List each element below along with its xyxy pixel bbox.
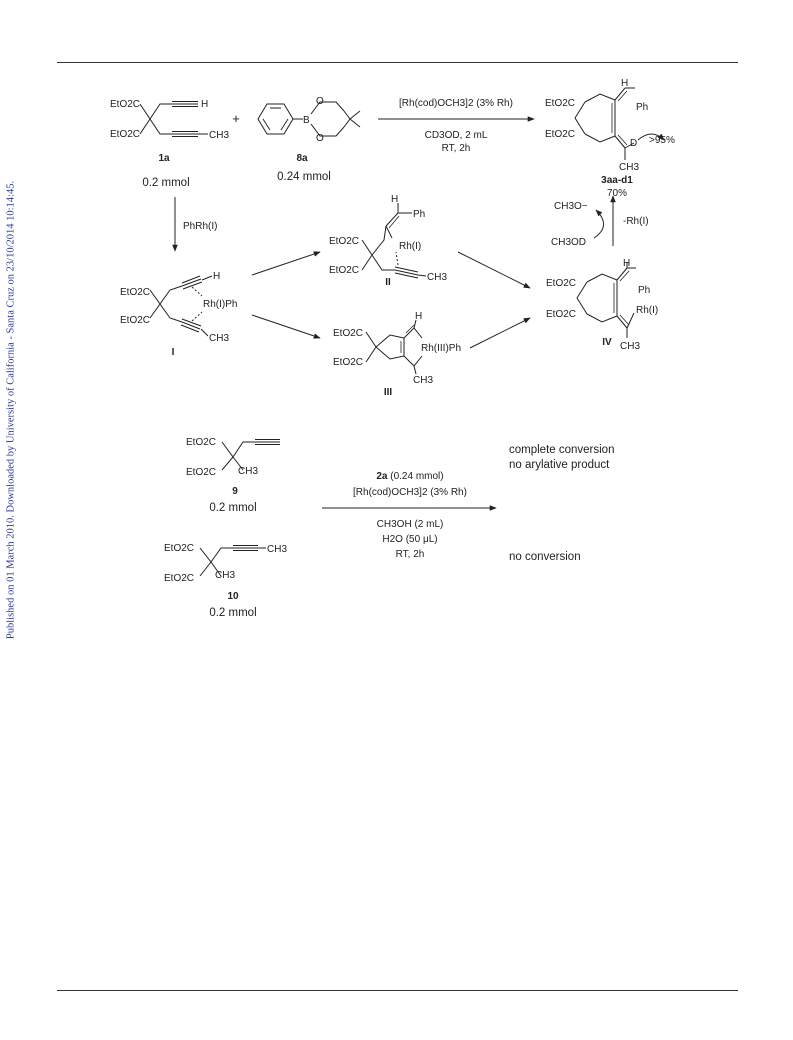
bottom-condition-water: H2O (50 μL) [382, 534, 438, 545]
9-ester-top: EtO2C [186, 437, 217, 448]
scheme-labels [110, 78, 675, 619]
boron-atom: B [303, 115, 310, 126]
I-rh-ph: Rh(I)Ph [203, 299, 238, 310]
methanol-curved-arrow [594, 210, 604, 238]
bottom-condition-2a-amount: (0.24 mmol) [390, 471, 444, 482]
phrh-reagent: PhRh(I) [183, 221, 218, 232]
sidebar-note-text: Published on 01 March 2010. Downloaded by University of California - Santa Cruz on 23/10/2014 10:14:45. [5, 180, 17, 640]
10-ester-top: EtO2C [164, 543, 195, 554]
8a-oxygen-top: O [316, 96, 324, 107]
IV-phenyl: Ph [638, 285, 651, 296]
II-methyl: CH3 [427, 272, 448, 283]
3aa-methyl: CH3 [619, 162, 640, 173]
1a-ester-bottom: EtO2C [110, 129, 141, 140]
bottom-condition-2a [376, 471, 443, 482]
II-phenyl: Ph [413, 209, 426, 220]
I-methyl: CH3 [209, 333, 230, 344]
label-II: II [385, 277, 391, 288]
product-3aa-structure [575, 88, 664, 160]
amount-1a: 0.2 mmol [142, 177, 190, 189]
amount-9: 0.2 mmol [209, 502, 257, 514]
I-ester-top: EtO2C [120, 287, 151, 298]
3aa-ester-bottom: EtO2C [545, 129, 576, 140]
compound-1a-structure [140, 102, 208, 137]
rh-elimination: -Rh(I) [623, 216, 649, 227]
arrow-I-to-II [252, 252, 320, 275]
I-terminal-h: H [213, 271, 221, 282]
plus-sign: + [232, 111, 240, 126]
label-IV: IV [602, 337, 612, 348]
bottom-condition-solvent: CH3OH (2 mL) [376, 519, 444, 530]
III-vinyl-h: H [415, 311, 423, 322]
methoxide: CH3O− [554, 201, 588, 212]
top-condition-solvent: CD3OD, 2 mL [424, 130, 488, 141]
II-ester-bottom: EtO2C [329, 265, 360, 276]
9-methyl: CH3 [238, 466, 259, 477]
arrow-II-to-IV [458, 252, 530, 288]
II-vinyl-h: H [391, 194, 399, 205]
1a-terminal-h: H [201, 99, 209, 110]
8a-oxygen-bottom: O [316, 133, 324, 144]
III-ester-bottom: EtO2C [333, 357, 364, 368]
result-10: no conversion [509, 551, 581, 563]
10-ester-bottom: EtO2C [164, 573, 195, 584]
result-9-line2: no arylative product [509, 459, 610, 471]
label-3aa: 3aa-d1 [601, 175, 633, 186]
top-condition-catalyst: [Rh(cod)OCH3]2 (3% Rh) [399, 98, 513, 109]
1a-ester-top: EtO2C [110, 99, 141, 110]
IV-vinyl-h: H [623, 258, 631, 269]
9-ester-bottom: EtO2C [186, 467, 217, 478]
IV-ester-bottom: EtO2C [546, 309, 577, 320]
methanol-d: CH3OD [551, 237, 587, 248]
bottom-condition-2a-label: 2a [376, 471, 388, 482]
II-ester-top: EtO2C [329, 236, 360, 247]
intermediate-IV-structure [577, 262, 636, 338]
label-8a: 8a [296, 153, 308, 164]
bottom-condition-time: RT, 2h [395, 549, 425, 560]
IV-methyl: CH3 [620, 341, 641, 352]
deuteration-level: >95% [649, 135, 675, 146]
amount-10: 0.2 mmol [209, 607, 257, 619]
III-rh-ph: Rh(III)Ph [421, 343, 462, 354]
arrow-I-to-III [252, 315, 320, 338]
3aa-ester-top: EtO2C [545, 98, 576, 109]
label-I: I [171, 347, 175, 358]
top-condition-time: RT, 2h [441, 143, 471, 154]
10-alkyne-methyl: CH3 [267, 544, 288, 555]
yield-3aa: 70% [606, 188, 628, 199]
result-9-line1: complete conversion [509, 444, 615, 456]
3aa-phenyl: Ph [636, 102, 649, 113]
label-10: 10 [227, 591, 239, 602]
II-rhodium: Rh(I) [399, 241, 422, 252]
III-methyl: CH3 [413, 375, 434, 386]
arrow-III-to-IV [470, 318, 530, 348]
I-ester-bottom: EtO2C [120, 315, 151, 326]
IV-rhodium: Rh(I) [636, 305, 659, 316]
label-9: 9 [232, 486, 238, 497]
3aa-vinyl-h: H [621, 78, 629, 89]
3aa-deuterium: D [630, 138, 638, 149]
amount-8a: 0.24 mmol [277, 171, 331, 183]
bottom-condition-catalyst: [Rh(cod)OCH3]2 (3% Rh) [353, 487, 467, 498]
III-ester-top: EtO2C [333, 328, 364, 339]
10-methyl: CH3 [215, 570, 236, 581]
label-1a: 1a [158, 153, 170, 164]
label-III: III [383, 387, 393, 398]
intermediate-III-structure [366, 320, 422, 374]
IV-ester-top: EtO2C [546, 278, 577, 289]
1a-methyl: CH3 [209, 130, 230, 141]
